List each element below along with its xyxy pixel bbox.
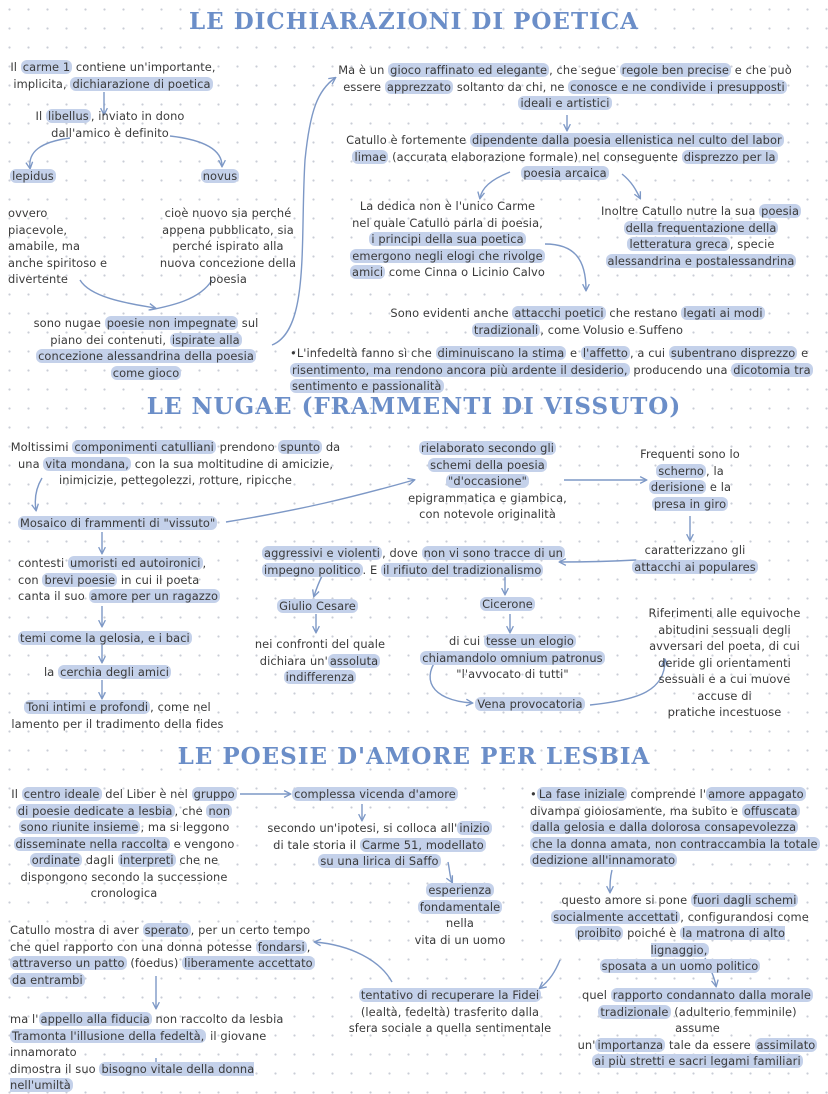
text-run: ,	[202, 556, 207, 570]
text-run: Il	[35, 109, 46, 123]
highlighted-text: componimenti catulliani	[74, 440, 214, 454]
text-run: avversari del poeta, di cui	[649, 639, 800, 653]
highlighted-text: che la donna amata, non contraccambia la totale	[532, 836, 818, 851]
highlighted-text: tesse un elogio	[485, 634, 575, 648]
highlighted-text: diminuiscano la stima	[437, 346, 565, 360]
text-run: La dedica non è l'unico Carme	[359, 199, 536, 213]
text-run: con notevole originalità	[419, 507, 556, 521]
highlighted-text: fondarsi	[257, 939, 305, 954]
note-vena-provocatoria	[460, 696, 600, 713]
note-cicerone	[460, 596, 555, 613]
highlighted-text: poesie non impegnate	[106, 316, 237, 330]
text-run: sfera sociale a quella sentimentale	[348, 1021, 552, 1035]
highlighted-text: conosce e ne condivide i presupposti	[570, 79, 785, 94]
note-centro-ideale	[8, 786, 240, 902]
note-complessa-vicenda	[290, 786, 460, 803]
text-run: , dove	[382, 546, 422, 560]
text-run: cioè nuovo sia perché	[164, 206, 292, 220]
text-run: •L'infedeltà fanno sì che	[290, 346, 436, 360]
note-fuori-schemi	[545, 892, 815, 975]
note-attacchi-poetici	[380, 305, 775, 338]
text-run: , come nel	[150, 700, 211, 714]
text-run: , a cui	[629, 346, 669, 360]
note-gioco-raffinato	[320, 62, 810, 112]
highlighted-text: gioco raffinato ed elegante	[390, 63, 548, 77]
text-run: divampa gioiosamente, ma subito e	[530, 803, 742, 818]
highlighted-text: scherno	[658, 463, 704, 478]
text-run: e la	[706, 480, 732, 494]
note-fase-iniziale	[530, 786, 820, 869]
text-run: deride gli orientamenti	[658, 655, 791, 670]
text-run: e che può	[731, 63, 792, 77]
note-componimenti	[8, 439, 343, 489]
text-run: dagli	[82, 853, 118, 867]
text-run: dall'amico è definito	[51, 125, 169, 140]
text-run: di cui	[448, 634, 484, 648]
highlighted-text: della frequentazione della	[625, 220, 777, 235]
highlighted-text: indifferenza	[285, 670, 355, 684]
text-run: producendo una	[629, 362, 732, 377]
text-run: (adulterio femminile) assume	[670, 1004, 797, 1035]
text-run: Frequenti sono lo	[640, 447, 740, 461]
highlighted-text: tentativo di recuperare la Fidei	[360, 988, 540, 1002]
highlighted-text: La fase iniziale	[538, 787, 625, 801]
note-lepidus	[8, 168, 58, 185]
highlighted-text: carme 1	[22, 60, 71, 74]
highlighted-text: sperato	[144, 923, 189, 937]
text-run: che ne	[175, 853, 219, 867]
highlighted-text: disseminate nella raccolta	[15, 836, 168, 851]
note-cesare-indifferenza	[235, 636, 405, 686]
highlighted-text: dichiarazione di poetica	[72, 76, 211, 91]
highlighted-text: di poesie dedicate a lesbia	[17, 803, 173, 818]
highlighted-text: derisione	[650, 480, 705, 494]
note-toni-intimi	[5, 699, 230, 732]
highlighted-text: sposata a un uomo politico	[601, 959, 759, 973]
text-run: (accurata elaborazione formale) nel conseguente	[388, 149, 682, 164]
highlighted-text: limae	[354, 149, 387, 164]
text-run: comprende l'	[626, 787, 707, 801]
note-letteratura-greca	[590, 203, 812, 269]
text-run: secondo un'ipotesi, si colloca all'	[267, 821, 458, 835]
text-run: piacevole,	[8, 222, 68, 237]
text-run: ma l'	[10, 1012, 39, 1026]
note-aggressivi	[262, 545, 572, 578]
highlighted-text: amici	[352, 265, 384, 279]
highlighted-text: alessandrina e postalessandrina	[607, 253, 795, 268]
text-run: tale da essere	[665, 1037, 755, 1052]
highlighted-text: non	[208, 803, 231, 818]
text-run: , che segue	[549, 63, 620, 77]
highlighted-text: regole ben precise	[621, 63, 730, 77]
highlighted-text: offuscata	[743, 803, 798, 818]
text-run: (lealtà, fedeltà) trasferito dalla	[360, 1004, 540, 1019]
text-run: quel	[582, 988, 611, 1002]
title-poetica: LE DICHIARAZIONI DI POETICA	[189, 8, 639, 35]
highlighted-text: concezione alessandrina della poesia	[38, 349, 254, 363]
text-run: nella	[445, 916, 475, 930]
highlighted-text: complessa vicenda d'amore	[294, 787, 456, 801]
highlighted-text: come gioco	[112, 365, 180, 380]
highlighted-text: amore appagato	[708, 787, 804, 801]
highlighted-text: dalla gelosia e dalla dolorosa consapevolezza	[532, 820, 797, 834]
text-run: appena pubblicato, sia	[162, 222, 294, 237]
text-run: soltanto da chi, ne	[453, 79, 569, 94]
highlighted-text: aggressivi e violenti	[264, 546, 381, 560]
text-run: pratiche incestuose	[667, 705, 782, 719]
text-run: ,	[306, 939, 311, 954]
text-run: ovvero	[8, 206, 48, 220]
text-run: Moltissimi	[10, 440, 73, 454]
highlighted-text: proibito	[576, 926, 622, 940]
highlighted-text: cerchia degli amici	[60, 665, 170, 679]
text-run: di tale storia il	[273, 837, 360, 852]
text-run: in cui il poeta	[117, 572, 200, 587]
text-run: contesti	[18, 556, 69, 570]
text-run: , specie	[729, 237, 775, 251]
highlighted-text: legati ai modi	[683, 306, 763, 320]
text-run: una	[17, 456, 44, 471]
text-run: essere	[343, 79, 385, 94]
highlighted-text: poesia	[761, 204, 800, 218]
text-run: dispongono secondo la successione	[20, 869, 228, 884]
note-dedica	[340, 198, 555, 281]
note-rielaborato	[395, 440, 580, 523]
text-run: Catullo mostra di aver	[10, 923, 143, 937]
text-run: con la sua moltitudine di amicizie,	[130, 456, 334, 471]
note-novus-meaning	[148, 205, 308, 288]
highlighted-text: subentrano disprezzo	[670, 346, 796, 360]
text-run: perché ispirato alla	[172, 239, 284, 253]
note-novus	[195, 168, 245, 185]
highlighted-text: attraverso un patto	[12, 956, 125, 970]
highlighted-text: gruppo	[193, 787, 235, 801]
highlighted-text: il rifiuto del tradizionalismo	[383, 562, 542, 577]
text-run: epigrammatica e giambica,	[408, 490, 567, 505]
text-run: del Liber è nel	[101, 787, 192, 801]
highlighted-text: dicotomia tra	[733, 362, 811, 377]
text-run: contiene un'importante,	[72, 60, 216, 74]
text-run: nel quale Catullo parla di poesia,	[352, 215, 543, 230]
text-run: . E	[362, 562, 381, 577]
text-run: abitudini sessuali degli	[658, 622, 791, 637]
highlighted-text: libellus	[47, 109, 89, 123]
text-run: anche spiritoso e	[8, 255, 108, 270]
highlighted-text: letteratura greca	[629, 237, 728, 251]
text-run: accuse di	[697, 688, 752, 703]
text-run: non raccolto da lesbia	[151, 1012, 284, 1026]
text-run: sessuali e a cui muove	[658, 672, 791, 686]
highlighted-text: chiamandolo omnium patronus	[422, 650, 603, 665]
text-run: questo amore si pone	[561, 893, 691, 907]
note-rapporto-condannato	[575, 987, 820, 1070]
note-carme-51	[262, 820, 497, 870]
text-run: da	[322, 440, 341, 454]
highlighted-text: attacchi ai populares	[634, 559, 756, 574]
highlighted-text: tradizionali	[473, 322, 539, 337]
highlighted-text: la matrona di alto lignaggio,	[650, 926, 786, 957]
highlighted-text: schemi della poesia	[430, 457, 545, 472]
highlighted-text: dipendente dalla poesia ellenistica nel culto del labor	[471, 133, 782, 147]
text-run: canta il suo	[18, 589, 89, 603]
note-foedus	[10, 922, 320, 988]
text-run: come Cinna o Licinio Calvo	[385, 265, 545, 279]
highlighted-text: esperienza	[428, 883, 492, 897]
highlighted-text: non vi sono tracce di un	[423, 546, 563, 560]
text-run: , inviato in dono	[90, 109, 185, 123]
text-run: con	[18, 572, 43, 587]
note-infedelta	[290, 345, 820, 395]
highlighted-text: attacchi poetici	[514, 306, 604, 320]
highlighted-text: ideali e artistici	[520, 96, 610, 110]
highlighted-text: temi come la gelosia, e i baci	[20, 631, 190, 645]
highlighted-text: novus	[202, 169, 238, 183]
note-carme-1	[8, 59, 218, 92]
highlighted-text: Mosaico di frammenti di "vissuto"	[20, 516, 216, 530]
text-run: •	[530, 787, 537, 801]
text-run: sul	[238, 316, 259, 330]
text-run: Il	[11, 787, 22, 801]
highlighted-text: ispirate alla	[171, 332, 240, 347]
highlighted-text: rielaborato secondo gli	[421, 441, 554, 455]
text-run: prendono	[215, 440, 279, 454]
highlighted-text: apprezzato	[386, 79, 452, 94]
text-run: Riferimenti alle equivoche	[648, 606, 801, 620]
highlighted-text: brevi poesie	[44, 572, 116, 587]
note-mosaico	[18, 515, 233, 532]
highlighted-text: risentimento, ma rendono ancora più ardente il desiderio,	[292, 362, 628, 377]
highlighted-text: disprezzo per la	[683, 149, 776, 164]
highlighted-text: Cicerone	[482, 597, 533, 611]
note-giulio-cesare	[255, 598, 380, 615]
note-nugae-definition	[20, 315, 272, 381]
highlighted-text: i principi della sua poetica	[371, 232, 524, 246]
text-run: che quel rapporto con una donna potesse	[10, 939, 256, 954]
text-run: amabile, ma	[8, 239, 81, 253]
highlighted-text: amore per un ragazzo	[90, 589, 219, 603]
highlighted-text: appello alla fiducia	[40, 1012, 150, 1026]
text-run: (foedus)	[126, 956, 183, 970]
highlighted-text: vita mondana,	[45, 456, 129, 471]
text-run: Il	[10, 60, 21, 74]
text-run: nei confronti del quale	[254, 637, 386, 651]
highlighted-text: dedizione all'innamorato	[532, 853, 676, 867]
highlighted-text: tradizionale	[600, 1004, 669, 1019]
text-run: e	[797, 346, 809, 360]
highlighted-text: assoluta	[329, 653, 379, 668]
text-run: implicita,	[13, 76, 71, 91]
text-run: poiché è	[623, 926, 681, 940]
text-run: dimostra il suo	[10, 1061, 100, 1076]
highlighted-text: bisogno vitale della donna nell'umiltà	[10, 1061, 255, 1092]
text-run: il giovane innamorato	[10, 1028, 267, 1059]
title-lesbia: LE POESIE D'AMORE PER LESBIA	[177, 743, 651, 770]
text-run: Sono evidenti anche	[390, 306, 513, 320]
text-run: divertente	[8, 272, 68, 286]
note-dipendenza-ellenistica	[340, 132, 790, 182]
note-esperienza-fondamentale	[405, 882, 515, 948]
note-cicerone-elogio	[420, 633, 605, 683]
text-run: lamento per il tradimento della fides	[11, 716, 224, 731]
highlighted-text: da entrambi	[12, 972, 83, 987]
note-appello-fiducia	[10, 1011, 320, 1094]
note-cerchia-amici	[44, 664, 204, 681]
highlighted-text: interpreti	[119, 853, 174, 867]
text-run: dichiara un'	[259, 653, 328, 668]
text-run: piano dei contenuti,	[50, 332, 170, 347]
note-libellus	[20, 108, 200, 141]
text-run: sono nugae	[33, 316, 105, 330]
highlighted-text: Carme 51, modellato	[362, 837, 484, 852]
highlighted-text: presa in giro	[653, 496, 727, 511]
highlighted-text: assimilato	[756, 1037, 816, 1052]
highlighted-text: ordinate	[31, 853, 81, 867]
note-gelosia-baci	[18, 630, 228, 647]
text-run: , ma si leggono	[140, 820, 230, 834]
highlighted-text: poesia arcaica	[523, 166, 607, 180]
note-scherno	[620, 446, 760, 512]
text-run: , che	[174, 803, 207, 818]
text-run: , la	[706, 463, 724, 478]
note-contesti-umoristi	[18, 555, 228, 605]
text-run: e	[566, 346, 581, 360]
text-run: , come Volusio e Suffeno	[540, 322, 684, 337]
text-run: Catullo è fortemente	[346, 133, 470, 147]
text-run: nuova concezione della	[159, 255, 297, 270]
highlighted-text: rapporto condannato dalla morale	[612, 988, 811, 1002]
highlighted-text: lepidus	[12, 169, 54, 183]
highlighted-text: ai più stretti e sacri legami familiari	[594, 1054, 801, 1068]
text-run: , configurandosi come	[680, 909, 809, 924]
note-recupero-fidei	[345, 987, 555, 1037]
text-run: caratterizzano gli	[644, 543, 746, 557]
text-run: cronologica	[90, 886, 158, 900]
text-run: vita di un uomo	[414, 932, 506, 947]
note-riferimenti-equivoche	[632, 605, 817, 721]
text-run: Ma è un	[338, 63, 389, 77]
text-run: e vengono	[169, 836, 235, 851]
highlighted-text: Toni intimi e profondi	[26, 700, 149, 714]
highlighted-text: su una lirica di Saffo	[320, 854, 439, 868]
text-run: che restano	[605, 306, 682, 320]
highlighted-text: Giulio Cesare	[279, 599, 356, 613]
text-run: la	[44, 665, 59, 679]
highlighted-text: l'affetto	[582, 346, 628, 360]
title-nugae: LE NUGAE (FRAMMENTI DI VISSUTO)	[146, 393, 682, 420]
text-run: un'	[577, 1037, 596, 1052]
highlighted-text: impegno politico	[264, 562, 361, 577]
highlighted-text: spunto	[280, 440, 321, 454]
text-run: inimicizie, pettegolezzi, rotture, ripicche	[58, 473, 293, 487]
highlighted-text: fondamentale	[419, 899, 501, 914]
highlighted-text: importanza	[597, 1037, 664, 1052]
highlighted-text: fuori dagli schemi	[692, 893, 797, 907]
text-run: poesia	[209, 272, 247, 286]
highlighted-text: liberamente accettato	[184, 956, 313, 970]
highlighted-text: sentimento e passionalità	[292, 379, 442, 393]
text-run: , per un certo tempo	[190, 923, 311, 937]
note-lepidus-meaning	[8, 205, 128, 288]
text-run: "l'avvocato di tutti"	[456, 667, 569, 681]
note-attacchi-populares	[620, 542, 770, 575]
highlighted-text: Tramonta l'illusione della fedeltà,	[12, 1028, 205, 1043]
highlighted-text: socialmente accettati	[553, 909, 679, 924]
highlighted-text: "d'occasione"	[448, 474, 527, 488]
highlighted-text: umoristi ed autoironici	[70, 556, 201, 570]
text-run: Inoltre Catullo nutre la sua	[600, 204, 760, 218]
highlighted-text: inizio	[459, 821, 490, 835]
highlighted-text: Vena provocatoria	[477, 697, 583, 711]
highlighted-text: sono riunite insieme	[20, 820, 139, 834]
highlighted-text: emergono negli elogi che rivolge	[352, 248, 543, 263]
highlighted-text: centro ideale	[23, 787, 100, 801]
